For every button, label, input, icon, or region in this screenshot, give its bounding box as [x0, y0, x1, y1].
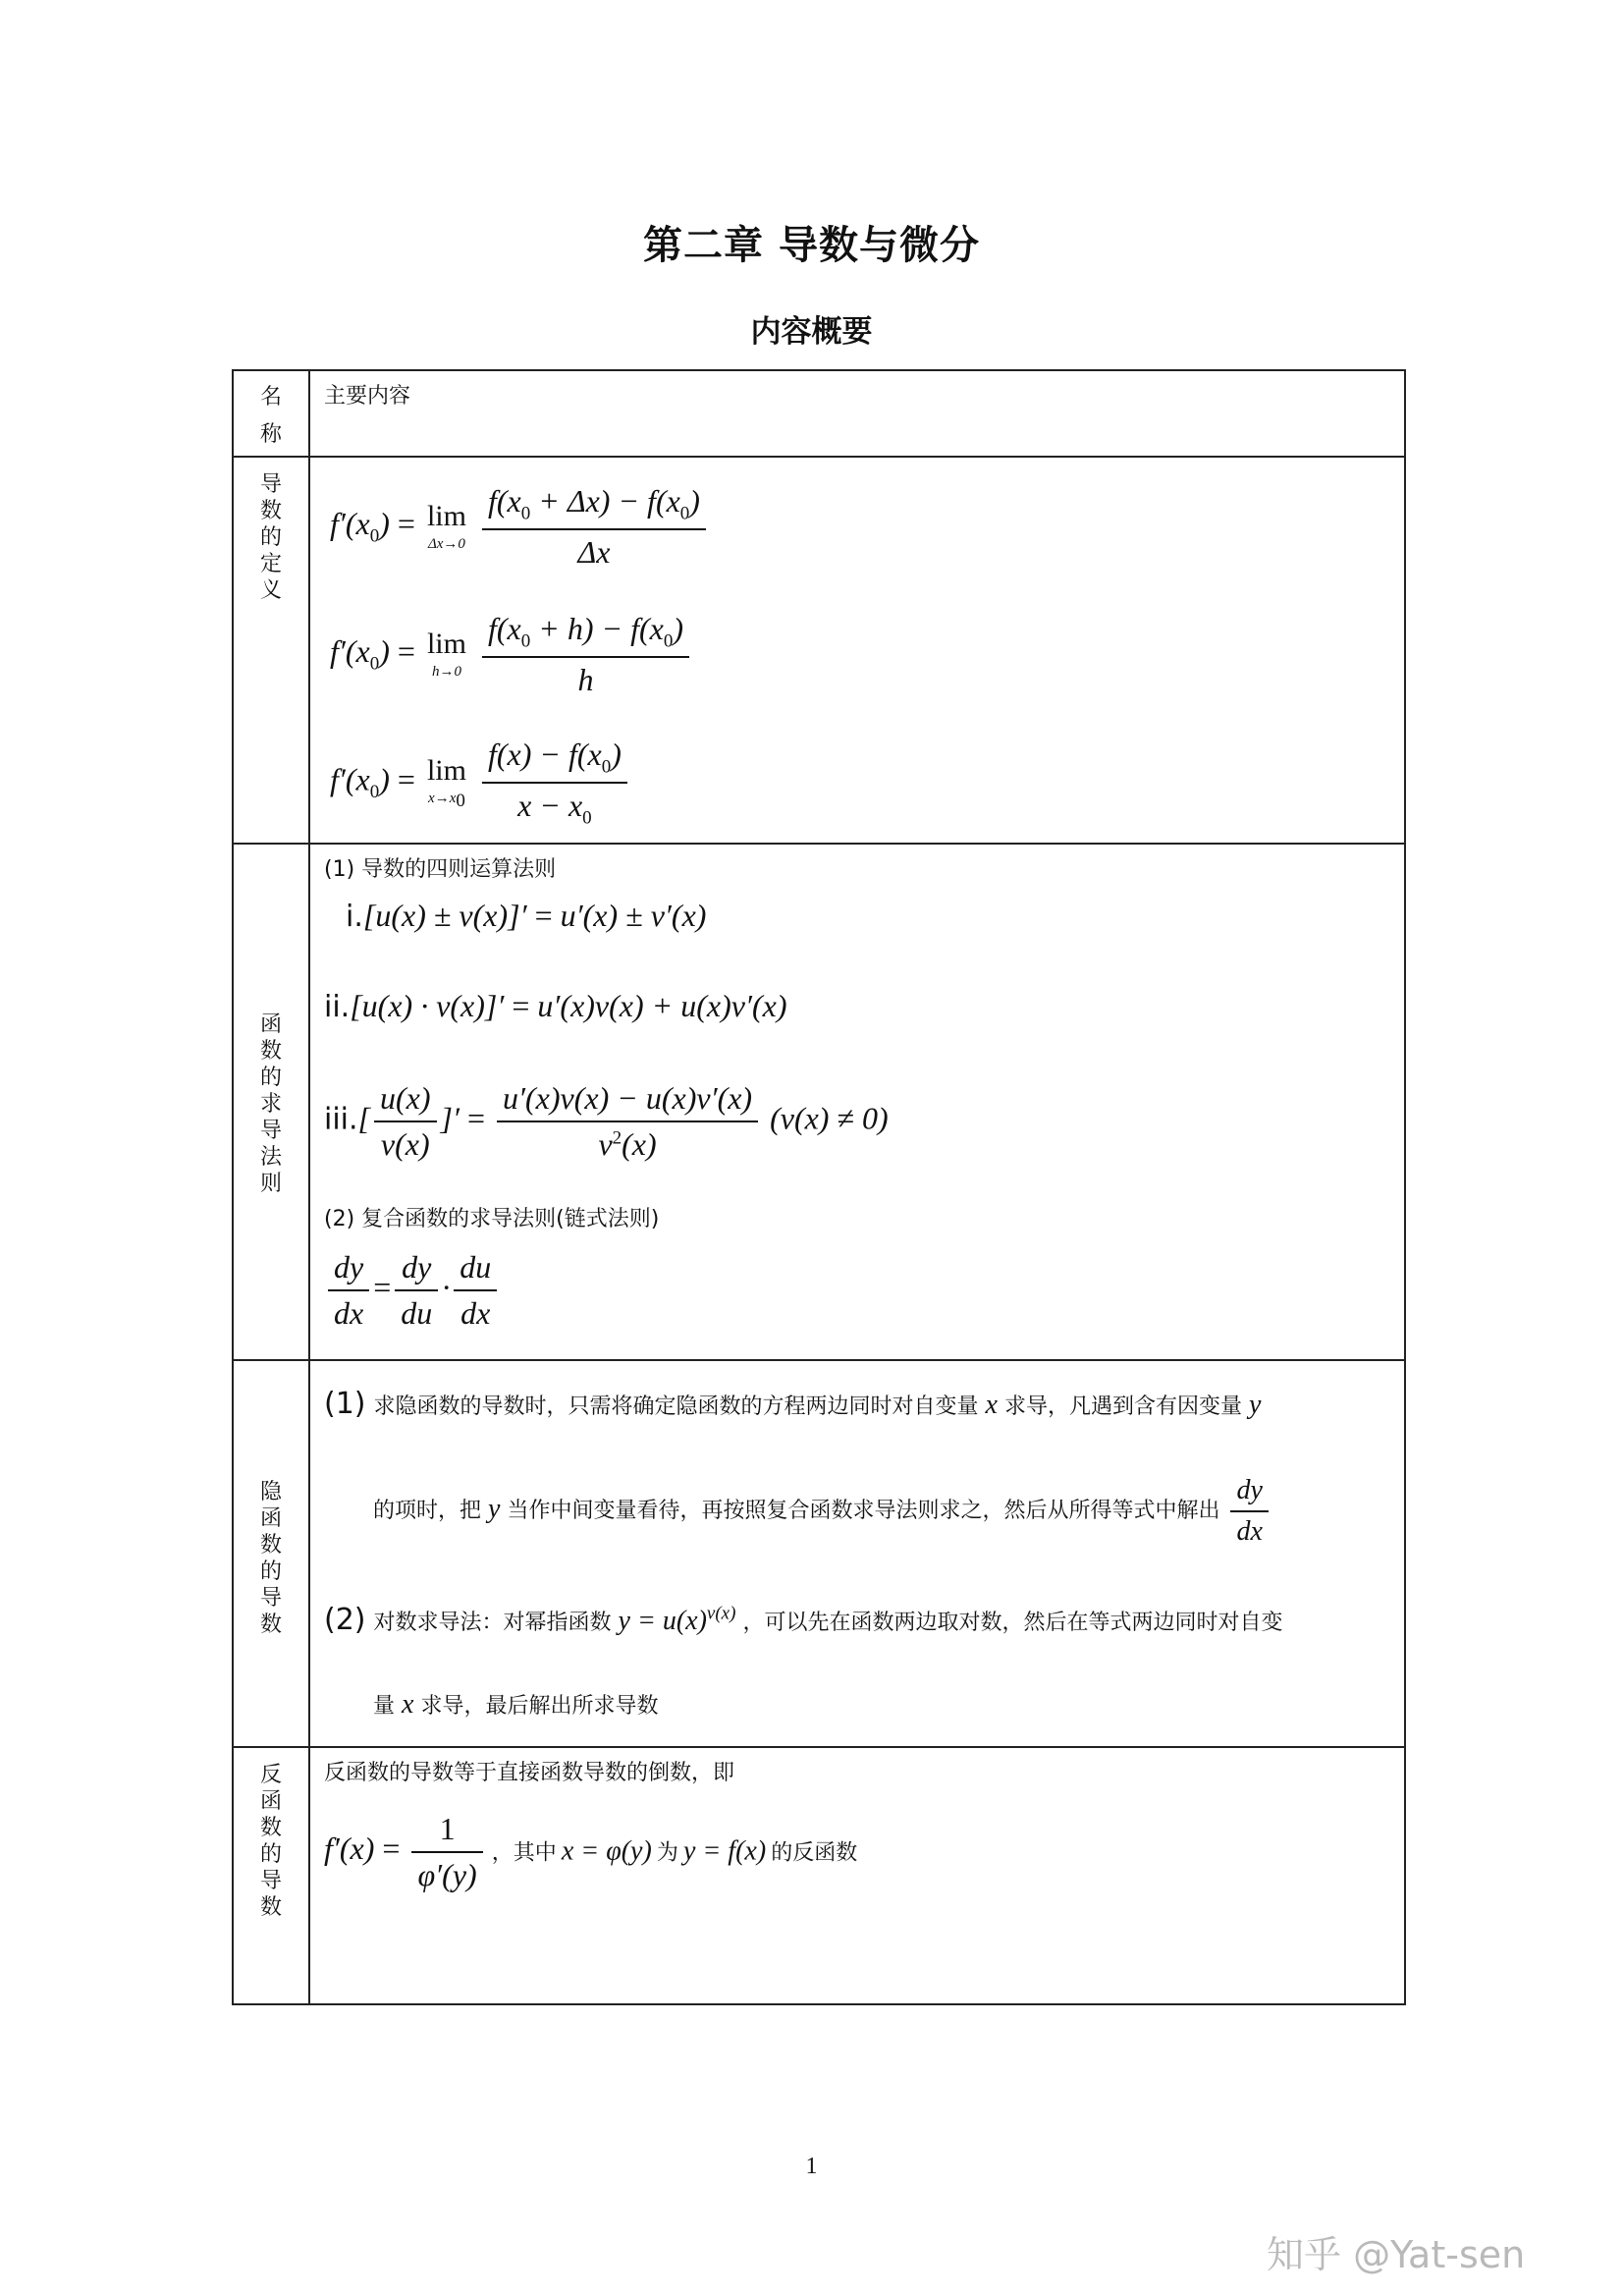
- chapter-title: 第二章 导数与微分: [643, 223, 980, 268]
- formula-definition-3: $f'(x_0)$ = lim $x\to x_0$ $\frac{f(x) - f(x_0)}{x - x_0}$: [330, 737, 631, 830]
- row-name-definition: 导数的定义: [259, 472, 282, 603]
- rule-chain: $\frac{dy}{dx}$ = $\frac{dy}{du}$ · $\frac{du}{dx}$: [324, 1249, 501, 1332]
- rule1-title: (1) 导数的四则运算法则: [324, 857, 557, 882]
- row-name-implicit: 隐函数的导数: [259, 1480, 282, 1637]
- implicit-paragraph-1: (1) 求隐函数的导数时，只需将确定隐函数的方程两边同时对自变量 x 求导，凡遇到含有因变量 y: [324, 1387, 1262, 1421]
- table-header-row: [233, 370, 1405, 457]
- implicit-paragraph-2: (2) 对数求导法：对幂指函数 $y = u(x)^{v(x)}$ ，可以先在函数两边取对数，然后在等式两边同时对自变: [324, 1603, 1283, 1637]
- row-name-rules: 函数的求导法则: [259, 1012, 282, 1196]
- rule2-title: (2) 复合函数的求导法则(链式法则): [324, 1207, 660, 1231]
- row-name-inverse: 反函数的导数: [259, 1763, 282, 1920]
- watermark: 知乎 @Yat-sen: [1267, 2233, 1526, 2276]
- formula-definition-1: $f'(x_0)$ = lim Δx→0 $\frac{f(x_0 + \Delta x) - f(x_0)}{\Delta x}$: [330, 483, 710, 571]
- rule-sum: i.[u(x) ± v(x)]′ = u′(x) ± v′(x): [346, 898, 707, 934]
- inverse-formula: f′(x) = $\frac{1}{\varphi'(y)}$ ，其中 x = φ(y) 为 y = f(x) 的反函数: [324, 1811, 858, 1892]
- section-subtitle: 内容概要: [750, 314, 873, 350]
- inverse-intro: 反函数的导数等于直接函数导数的倒数，即: [324, 1761, 735, 1785]
- table-row: [233, 844, 1405, 1360]
- formula-definition-2: $f'(x_0)$ = lim h→0 $\frac{f(x_0 + h) - f(x_0)}{h}$: [330, 611, 693, 698]
- header-content-label: 主要内容: [324, 384, 411, 409]
- rule-quotient: iii.[ $\frac{u(x)}{v(x)}$ ]′ = $\frac{u'(x)v(x) - u(x)v'(x)}{v^2(x)}$ (v(x) ≠ 0): [324, 1080, 889, 1162]
- content-table: [232, 369, 1406, 2005]
- table-row: [233, 457, 1405, 844]
- rule-product: ii.[u(x) · v(x)]′ = u′(x)v(x) + u(x)v′(x): [324, 988, 787, 1024]
- header-name-label: 名称: [259, 385, 282, 447]
- table-row: [233, 1360, 1405, 1747]
- implicit-paragraph-2-cont: 量 x 求导，最后解出所求导数: [373, 1689, 659, 1720]
- page-number: 1: [805, 2154, 818, 2179]
- implicit-paragraph-1-cont: 的项时，把 y 当作中间变量看待，再按照复合函数求导法则求之，然后从所得等式中解出 $\frac{dy}{dx}$: [373, 1475, 1272, 1548]
- table-row: [233, 1747, 1405, 2004]
